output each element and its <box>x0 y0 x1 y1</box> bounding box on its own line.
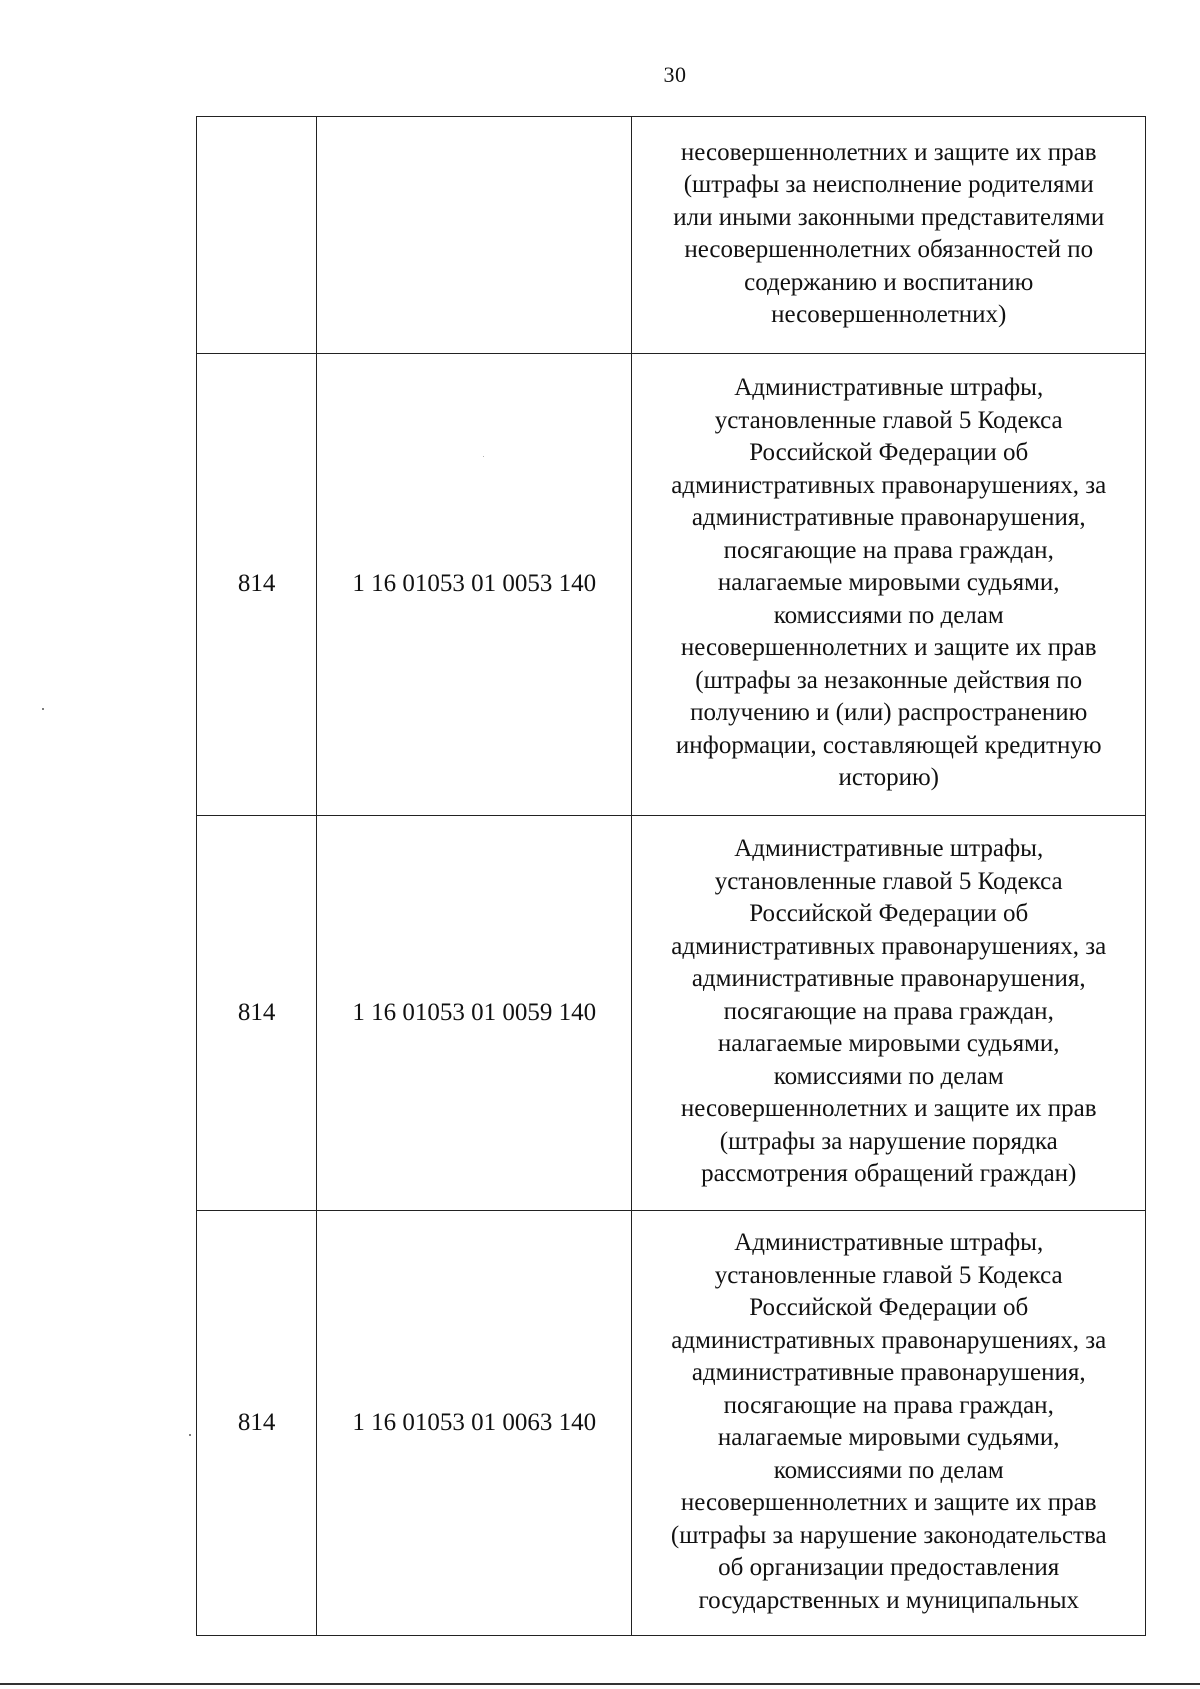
admin-code-cell: 814 <box>197 1211 317 1636</box>
kbk-code-cell: 1 16 01053 01 0063 140 <box>317 1211 632 1636</box>
admin-code-cell <box>197 117 317 354</box>
page-bottom-edge <box>0 1683 1200 1685</box>
scan-speck <box>42 708 44 710</box>
admin-code-cell: 814 <box>197 354 317 816</box>
scan-speck <box>483 456 484 457</box>
budget-code-table <box>196 116 1146 1636</box>
admin-code-cell: 814 <box>197 816 317 1211</box>
kbk-code-cell: 1 16 01053 01 0059 140 <box>317 816 632 1211</box>
description-cell: Административные штрафы, установленные главой 5 Кодекса Российской Федерации об административных правонарушениях, за административные правонарушения, посягающие на права граждан, налагаемые мировыми судьями, комиссиями по делам несовершеннолетних и защите их прав (штрафы за незаконные действия по получению и (или) распространению информации, составляющей кредитную историю) <box>632 354 1146 816</box>
description-cell: несовершеннолетних и защите их прав (штрафы за неисполнение родителями или иными законными представителями несовершеннолетних обязанностей по содержанию и воспитанию несовершеннолетних) <box>632 117 1146 354</box>
description-cell: Административные штрафы, установленные главой 5 Кодекса Российской Федерации об административных правонарушениях, за административные правонарушения, посягающие на права граждан, налагаемые мировыми судьями, комиссиями по делам несовершеннолетних и защите их прав (штрафы за нарушение законодательства об организации предоставления государственных и муниципальных <box>632 1211 1146 1636</box>
table-row <box>197 1211 1146 1636</box>
description-cell: Административные штрафы, установленные главой 5 Кодекса Российской Федерации об административных правонарушениях, за административные правонарушения, посягающие на права граждан, налагаемые мировыми судьями, комиссиями по делам несовершеннолетних и защите их прав (штрафы за нарушение порядка рассмотрения обращений граждан) <box>632 816 1146 1211</box>
table-row <box>197 117 1146 354</box>
kbk-code-cell <box>317 117 632 354</box>
kbk-code-cell: 1 16 01053 01 0053 140 <box>317 354 632 816</box>
scan-speck <box>189 1434 191 1436</box>
table-row <box>197 354 1146 816</box>
table-row <box>197 816 1146 1211</box>
page-number: 30 <box>663 62 687 87</box>
